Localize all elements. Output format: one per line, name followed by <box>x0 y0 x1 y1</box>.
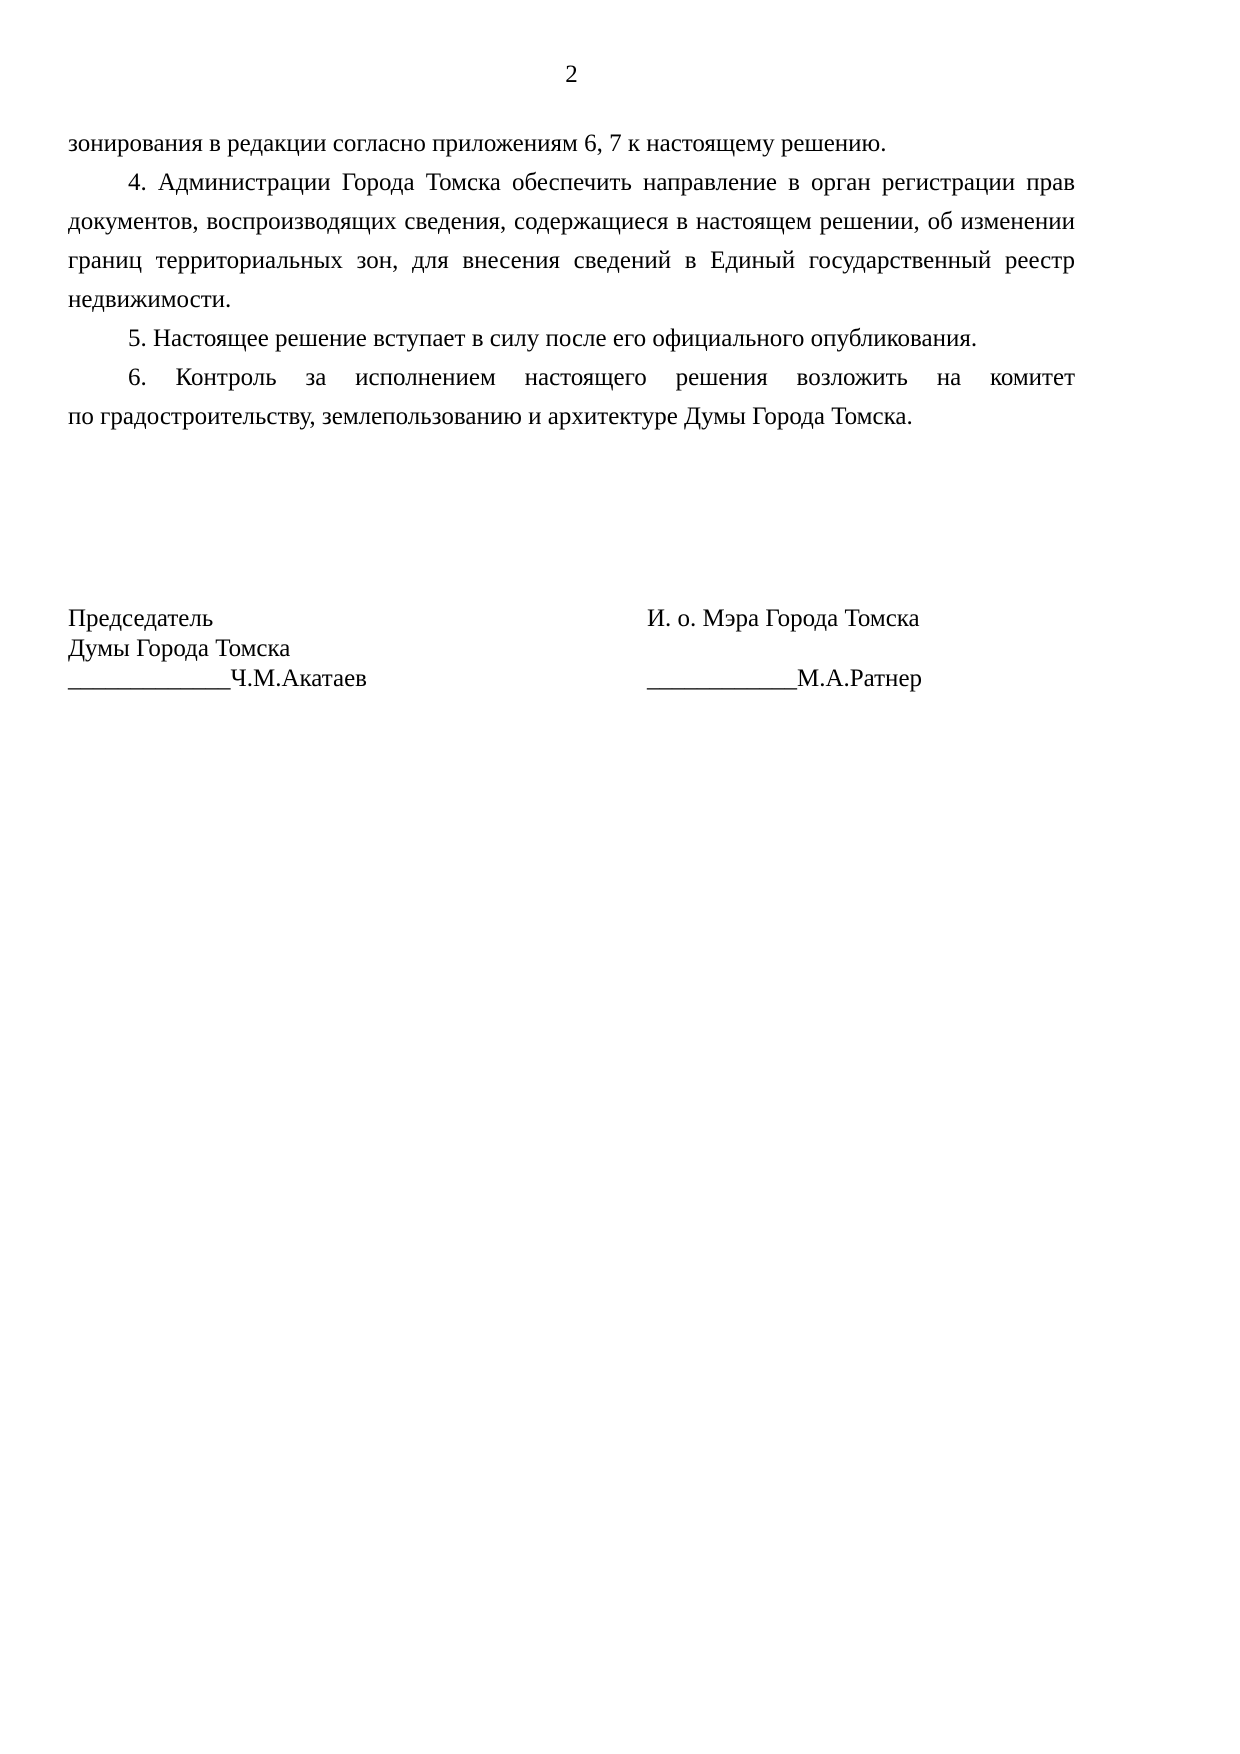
spacer-line <box>647 634 922 664</box>
text-line: 4. Администрации Города Томска обеспечить направление в орган регистрации прав <box>128 169 1075 196</box>
signature-line: _____________ <box>68 665 231 692</box>
signature-block <box>68 604 1075 704</box>
signatory-title: И. о. Мэра Города Томска <box>647 605 920 632</box>
signature-row <box>647 664 922 694</box>
signature-line: ____________ <box>647 665 797 692</box>
text-line: по градостроительству, землепользованию и архитектуре Думы Города Томска. <box>68 403 913 430</box>
signature-row <box>68 664 367 694</box>
signatory-title: Председатель <box>68 605 214 632</box>
paragraph-item-6 <box>68 358 1075 436</box>
paragraph-continuation <box>68 124 1075 163</box>
page-number: 2 <box>565 61 578 88</box>
signatory-name: М.А.Ратнер <box>797 665 923 692</box>
document-body <box>68 124 1075 436</box>
paragraph-item-5 <box>68 319 1075 358</box>
text-line: недвижимости. <box>68 286 232 313</box>
signature-left-chairman <box>68 604 367 694</box>
paragraph-item-4 <box>68 163 1075 319</box>
signature-right-acting-mayor <box>647 604 922 694</box>
text-line: зонирования в редакции согласно приложениям 6, 7 к настоящему решению. <box>68 130 887 157</box>
text-line: документов, воспроизводящих сведения, содержащиеся в настоящем решении, об изменении <box>68 208 1075 235</box>
text-line: границ территориальных зон, для внесения сведений в Единый государственный реестр <box>68 247 1075 274</box>
signatory-title: Думы Города Томска <box>68 635 291 662</box>
text-line: 5. Настоящее решение вступает в силу после его официального опубликования. <box>128 325 978 352</box>
signatory-name: Ч.М.Акатаев <box>230 665 367 692</box>
text-line: 6. Контроль за исполнением настоящего решения возложить на комитет <box>128 364 1075 391</box>
page-content <box>68 0 1075 1754</box>
